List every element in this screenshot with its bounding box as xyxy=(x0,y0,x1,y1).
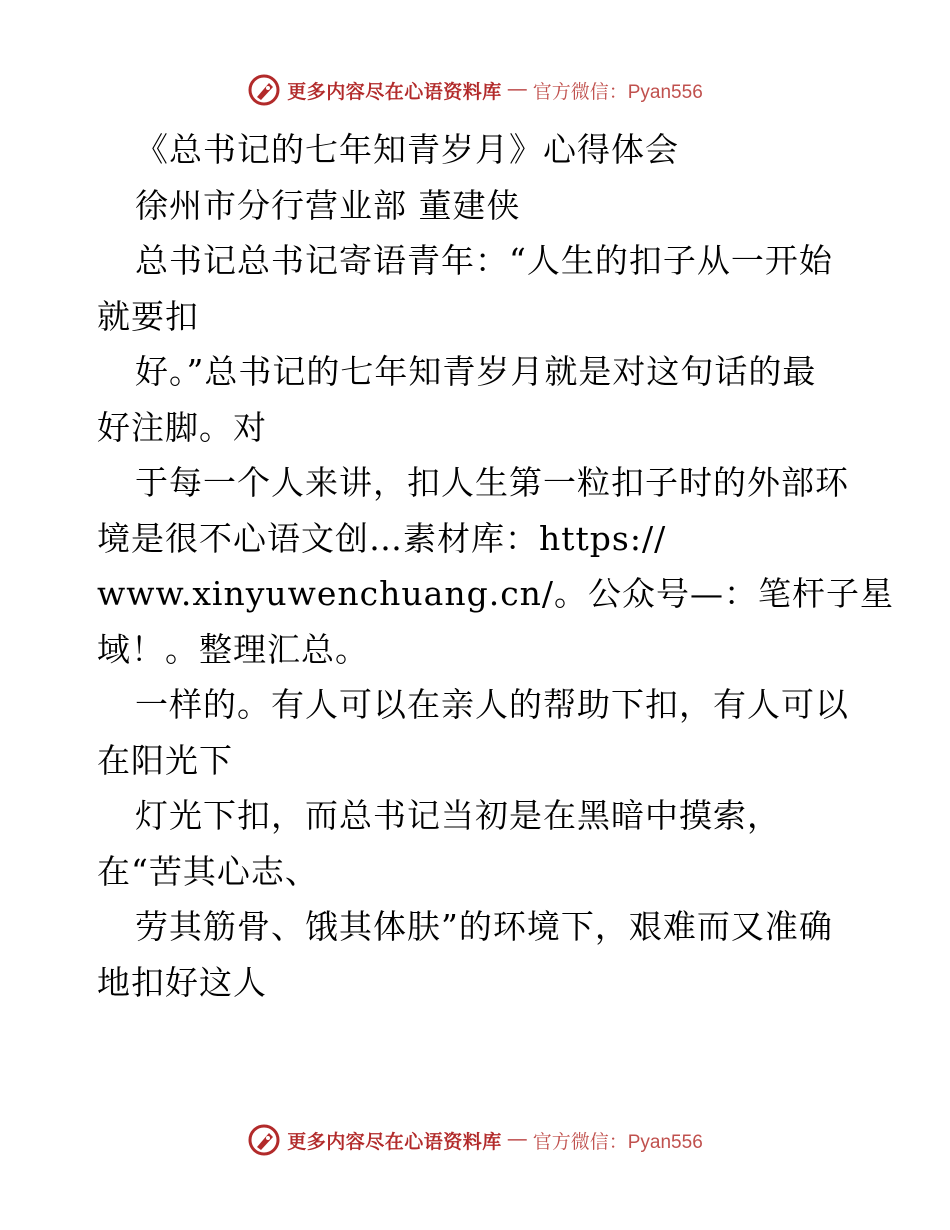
paragraph-line: 在“苦其心志、 xyxy=(97,851,319,891)
watermark-content xyxy=(247,73,703,107)
watermark-brand: 更多内容尽在心语资料库 xyxy=(287,81,502,103)
document-body xyxy=(97,122,895,1010)
paragraph-line: 总书记总书记寄语青年：“人生的扣子从一开始 xyxy=(135,241,833,280)
watermark-dash: — xyxy=(507,1129,527,1150)
paragraph-line: 好。”总书记的七年知青岁月就是对这句话的最 xyxy=(135,352,817,391)
watermark-dash: — xyxy=(507,79,527,100)
watermark-official: 官方微信：Pyan556 xyxy=(532,1131,703,1153)
paragraph-line: 境是很不心语文创…素材库：https:// xyxy=(97,518,667,558)
paragraph-line: 在阳光下 xyxy=(97,740,233,780)
paragraph-line: 灯光下扣，而总书记当初是在黑暗中摸索， xyxy=(135,796,781,835)
paragraph-line: 域！。整理汇总。 xyxy=(97,629,369,669)
paragraph-line: 好注脚。对 xyxy=(97,407,267,447)
watermark-banner-bottom xyxy=(0,1120,950,1160)
document-title: 《总书记的七年知青岁月》心得体会 xyxy=(135,130,679,169)
watermark-banner-top xyxy=(0,70,950,110)
paragraph-line: 劳其筋骨、饿其体肤”的环境下，艰难而又准确 xyxy=(135,907,833,946)
watermark-content xyxy=(247,1123,703,1157)
pen-nib-logo-icon xyxy=(247,1123,281,1157)
watermark-official: 官方微信：Pyan556 xyxy=(532,81,703,103)
pen-nib-logo-icon xyxy=(247,73,281,107)
paragraph-line: 就要扣 xyxy=(97,296,199,336)
paragraph-line: 于每一个人来讲，扣人生第一粒扣子时的外部环 xyxy=(135,463,849,502)
document-author: 徐州市分行营业部 董建侠 xyxy=(135,185,521,225)
paragraph-line: 一样的。有人可以在亲人的帮助下扣，有人可以 xyxy=(135,685,849,724)
paragraph-line: 地扣好这人 xyxy=(97,962,267,1002)
paragraph-line: www.xinyuwenchuang.cn/。公众号—：笔杆子星 xyxy=(97,574,895,613)
watermark-brand: 更多内容尽在心语资料库 xyxy=(287,1131,502,1153)
